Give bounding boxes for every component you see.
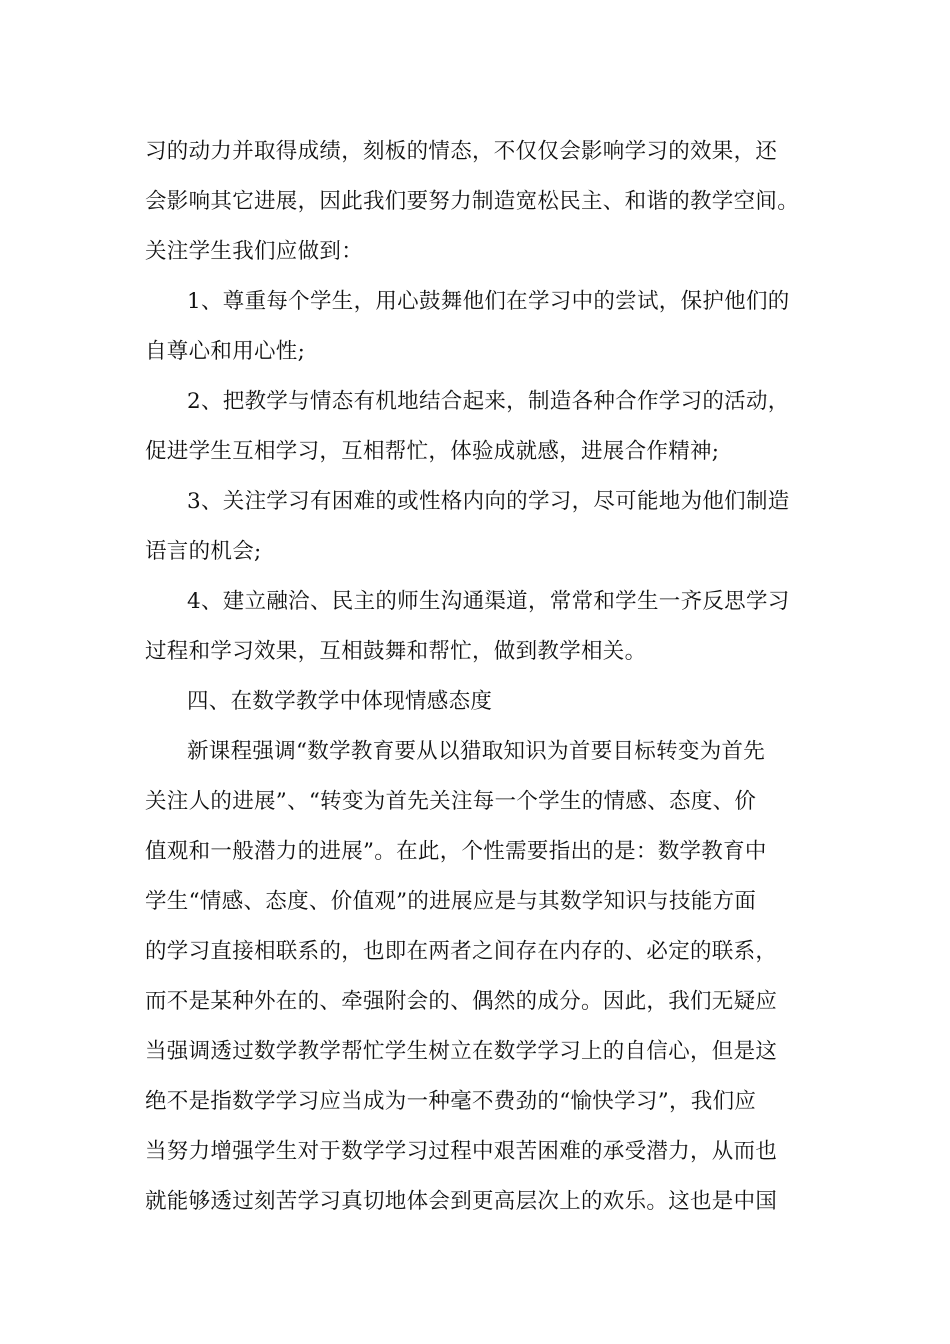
list-item-1-line: 1、尊重每个学生，用心鼓舞他们在学习中的尝试，保护他们的 [187,289,790,314]
text-line: 习的动力并取得成绩，刻板的情态，不仅仅会影响学习的效果，还 [145,139,778,164]
list-item-1-line: 自尊心和用心性; [145,339,306,364]
text-line: 新课程强调“数学教育要从以猎取知识为首要目标转变为首先 [187,739,766,764]
text-line: 关注人的进展”、“转变为首先关注每一个学生的情感、态度、价 [145,789,757,814]
text-line: 当努力增强学生对于数学学习过程中艰苦困难的承受潜力，从而也 [145,1139,778,1164]
section-heading: 四、在数学教学中体现情感态度 [187,689,493,714]
list-item-2-line: 2、把教学与情态有机地结合起来，制造各种合作学习的活动， [187,389,790,414]
list-item-2-line: 促进学生互相学习，互相帮忙，体验成就感，进展合作精神; [145,439,720,464]
text-line: 而不是某种外在的、牵强附会的、偶然的成分。因此，我们无疑应 [145,989,778,1014]
text-line: 就能够透过刻苦学习真切地体会到更高层次上的欢乐。这也是中国 [145,1189,778,1214]
text-line: 值观和一般潜力的进展”。在此，个性需要指出的是：数学教育中 [145,839,767,864]
text-line: 绝不是指数学学习应当成为一种毫不费劲的“愉快学习”，我们应 [145,1089,757,1114]
list-item-4-line: 过程和学习效果，互相鼓舞和帮忙，做到教学相关。 [145,639,647,664]
list-item-3-line: 3、关注学习有困难的或性格内向的学习，尽可能地为他们制造 [187,489,790,514]
text-line: 的学习直接相联系的，也即在两者之间存在内存的、必定的联系， [145,939,778,964]
text-line: 当强调透过数学教学帮忙学生树立在数学学习上的自信心，但是这 [145,1039,778,1064]
list-item-3-line: 语言的机会; [145,539,262,564]
text-line: 学生“情感、态度、价值观”的进展应是与其数学知识与技能方面 [145,889,757,914]
list-item-4-line: 4、建立融洽、民主的师生沟通渠道，常常和学生一齐反思学习 [187,589,790,614]
text-line: 关注学生我们应做到： [145,239,364,264]
text-line: 会影响其它进展，因此我们要努力制造宽松民主、和谐的教学空间。 [145,189,800,214]
